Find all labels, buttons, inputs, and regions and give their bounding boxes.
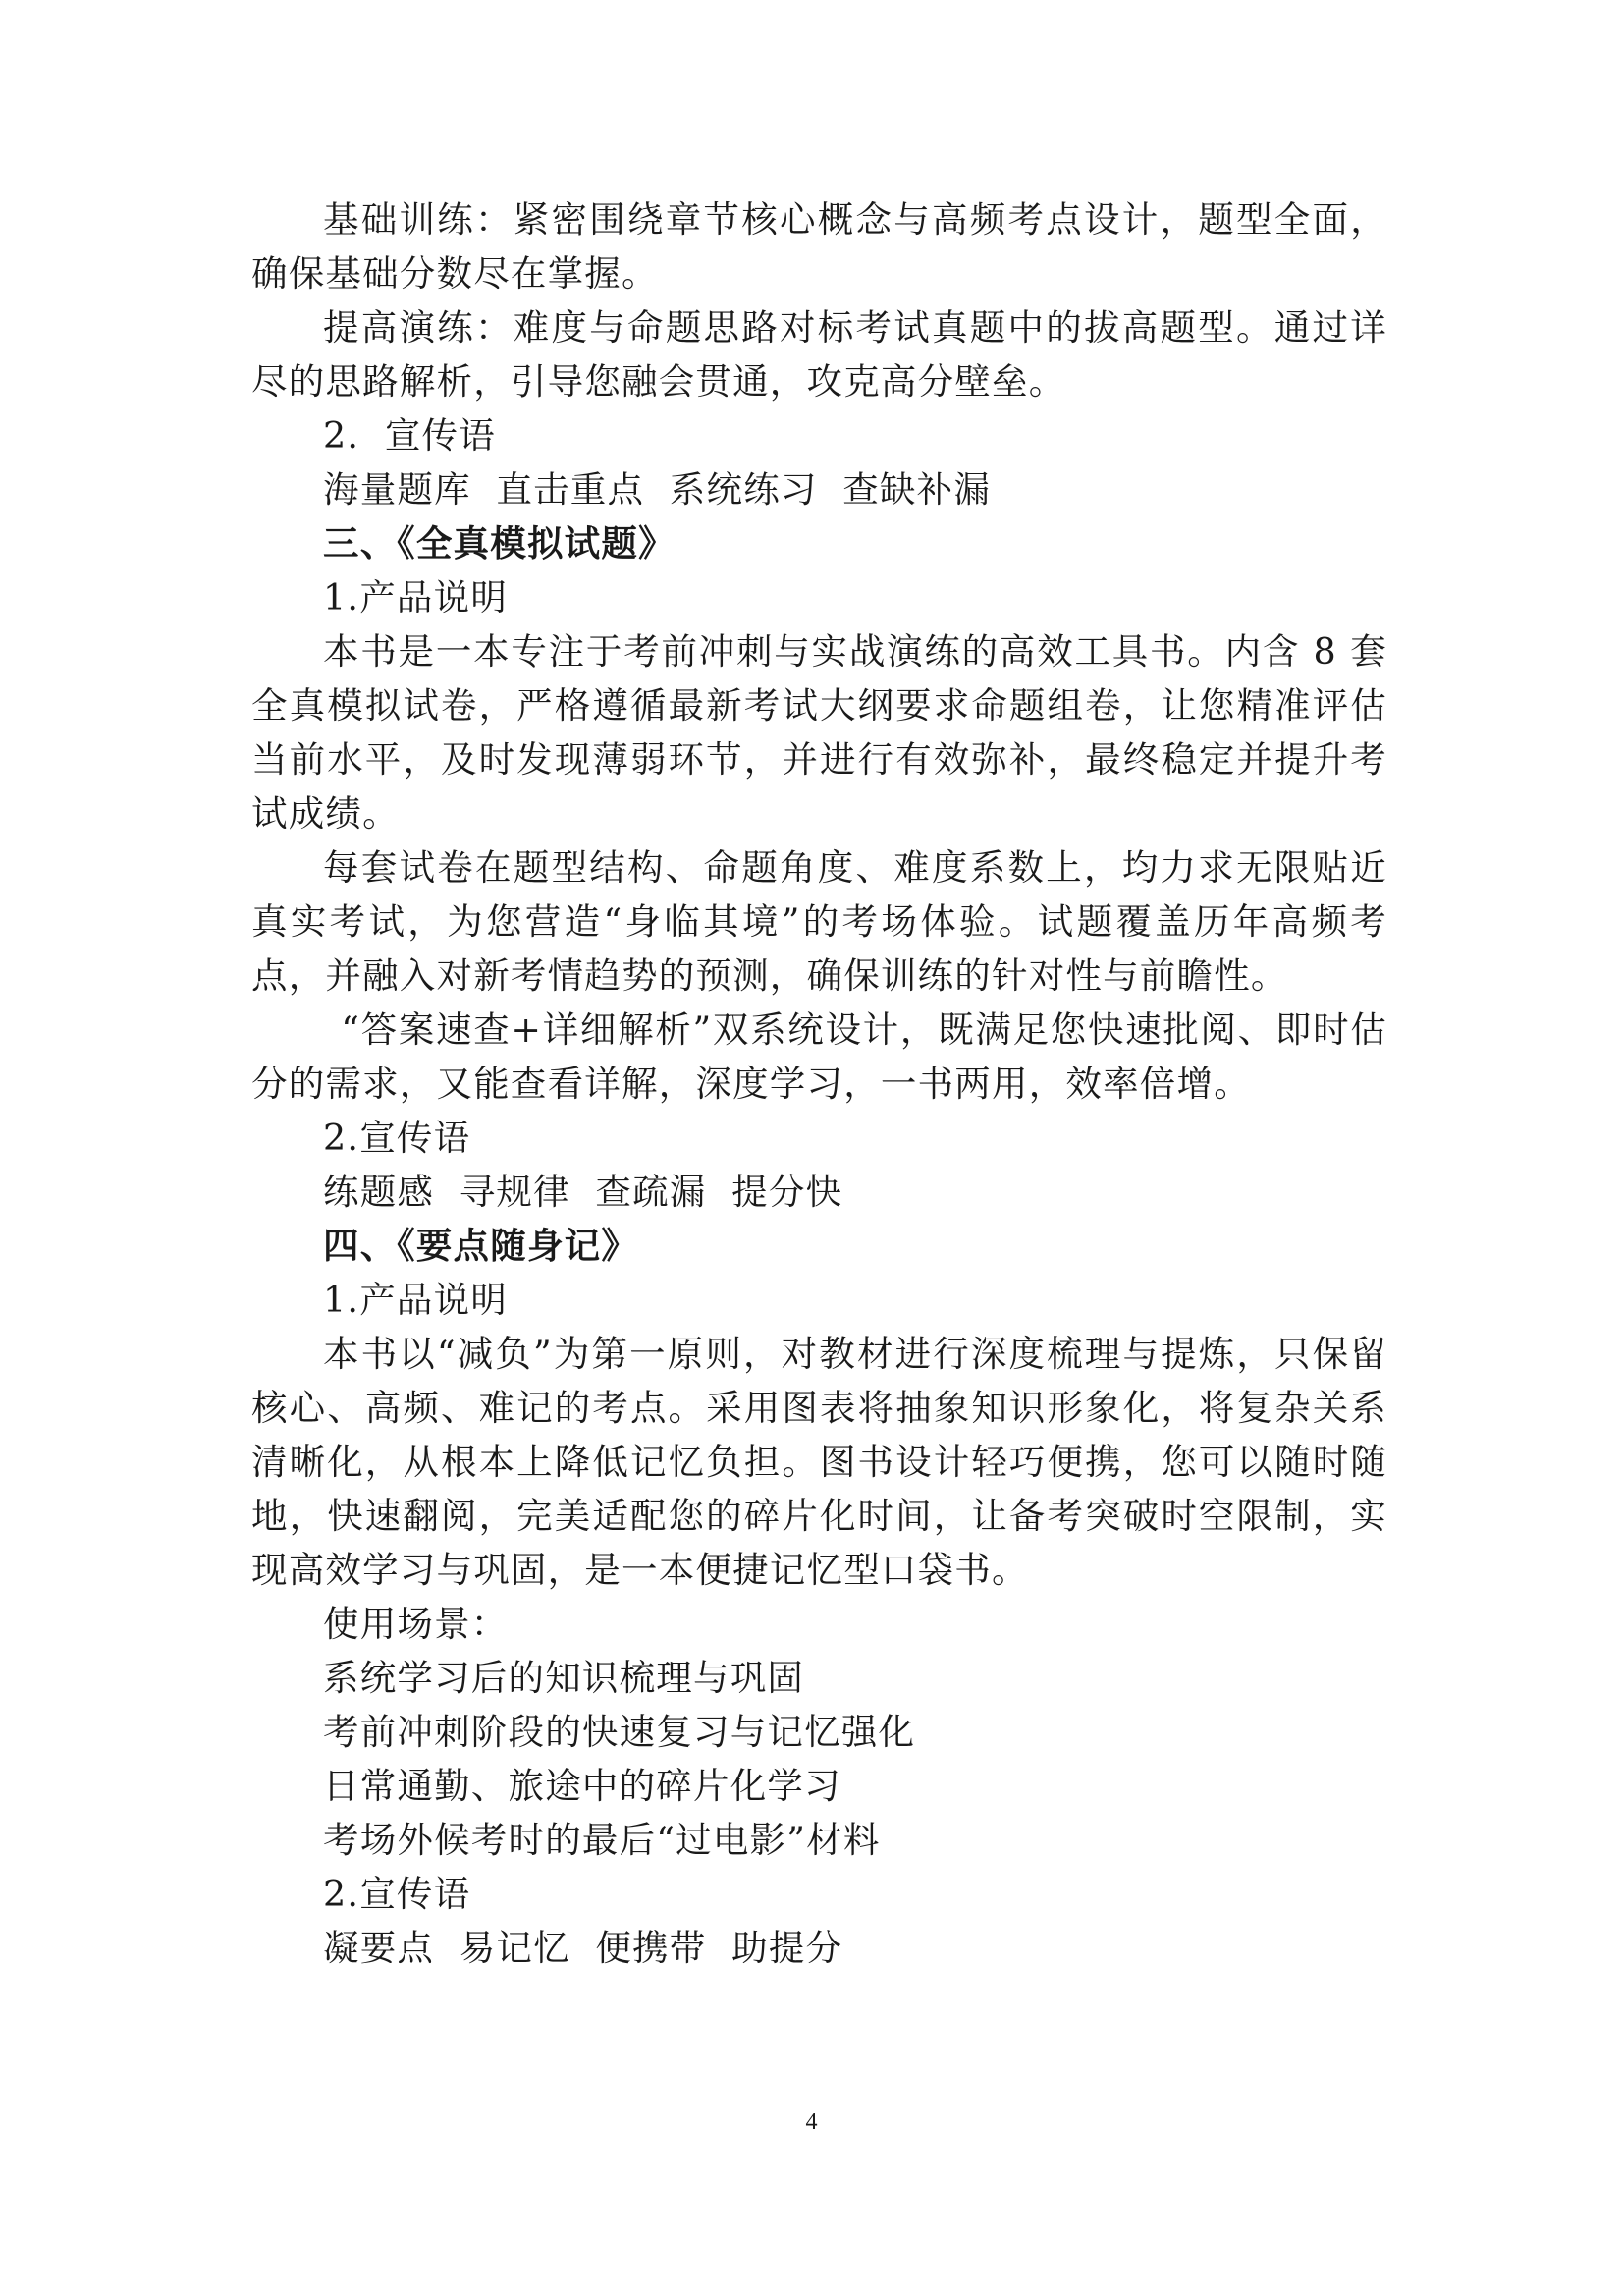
usage-heading: 使用场景： — [323, 1603, 509, 1645]
usage-item: 系统学习后的知识梳理与巩固 — [323, 1657, 805, 1699]
section4-desc-heading: 1.产品说明 — [323, 1279, 509, 1321]
document-body — [251, 192, 1387, 1975]
usage-item: 考场外候考时的最后“过电影”材料 — [323, 1819, 881, 1861]
usage-item: 日常通勤、旅途中的碎片化学习 — [323, 1765, 841, 1807]
usage-item: 考前冲刺阶段的快速复习与记忆强化 — [323, 1711, 916, 1753]
advanced-training-paragraph: 提高演练：难度与命题思路对标考试真题中的拔高题型。通过详尽的思路解析，引导您融会贯通，攻克高分壁垒。 — [251, 306, 1387, 403]
section3-paragraph-1: 本书是一本专注于考前冲刺与实战演练的高效工具书。内含 8 套全真模拟试卷，严格遵循最新考试大纲要求命题组卷，让您精准评估当前水平，及时发现薄弱环节，并进行有效弥补，最终稳定并提升考试成绩。 — [251, 630, 1387, 835]
section2-slogan-heading: 2. 宣传语 — [323, 414, 496, 457]
basic-training-paragraph: 基础训练：紧密围绕章节核心概念与高频考点设计，题型全面，确保基础分数尽在掌握。 — [251, 198, 1387, 295]
section3-paragraph-3: “答案速查+详细解析”双系统设计，既满足您快速批阅、即时估分的需求，又能查看详解，深度学习，一书两用，效率倍增。 — [251, 1009, 1387, 1105]
section4-paragraph-1: 本书以“减负”为第一原则，对教材进行深度梳理与提炼，只保留核心、高频、难记的考点。采用图表将抽象知识形象化，将复杂关系清晰化，从根本上降低记忆负担。图书设计轻巧便携，您可以随时随地，快速翻阅，完美适配您的碎片化时间，让备考突破时空限制，实现高效学习与巩固，是一本便捷记忆型口袋书。 — [251, 1333, 1387, 1591]
section3-heading: 三、《全真模拟试题》 — [323, 522, 676, 565]
section3-slogan-heading: 2.宣传语 — [323, 1117, 471, 1159]
section4-slogan: 凝要点 易记忆 便携带 助提分 — [323, 1927, 843, 1969]
section4-heading: 四、《要点随身记》 — [323, 1225, 639, 1267]
section2-slogan: 海量题库 直击重点 系统练习 查缺补漏 — [323, 468, 992, 511]
section3-paragraph-2: 每套试卷在题型结构、命题角度、难度系数上，均力求无限贴近真实考试，为您营造“身临其境”的考场体验。试题覆盖历年高频考点，并融入对新考情趋势的预测，确保训练的针对性与前瞻性。 — [251, 847, 1387, 997]
page-number: 4 — [805, 2109, 818, 2135]
section3-slogan: 练题感 寻规律 查疏漏 提分快 — [323, 1171, 843, 1213]
section3-desc-heading: 1.产品说明 — [323, 576, 509, 619]
section4-slogan-heading: 2.宣传语 — [323, 1873, 471, 1915]
